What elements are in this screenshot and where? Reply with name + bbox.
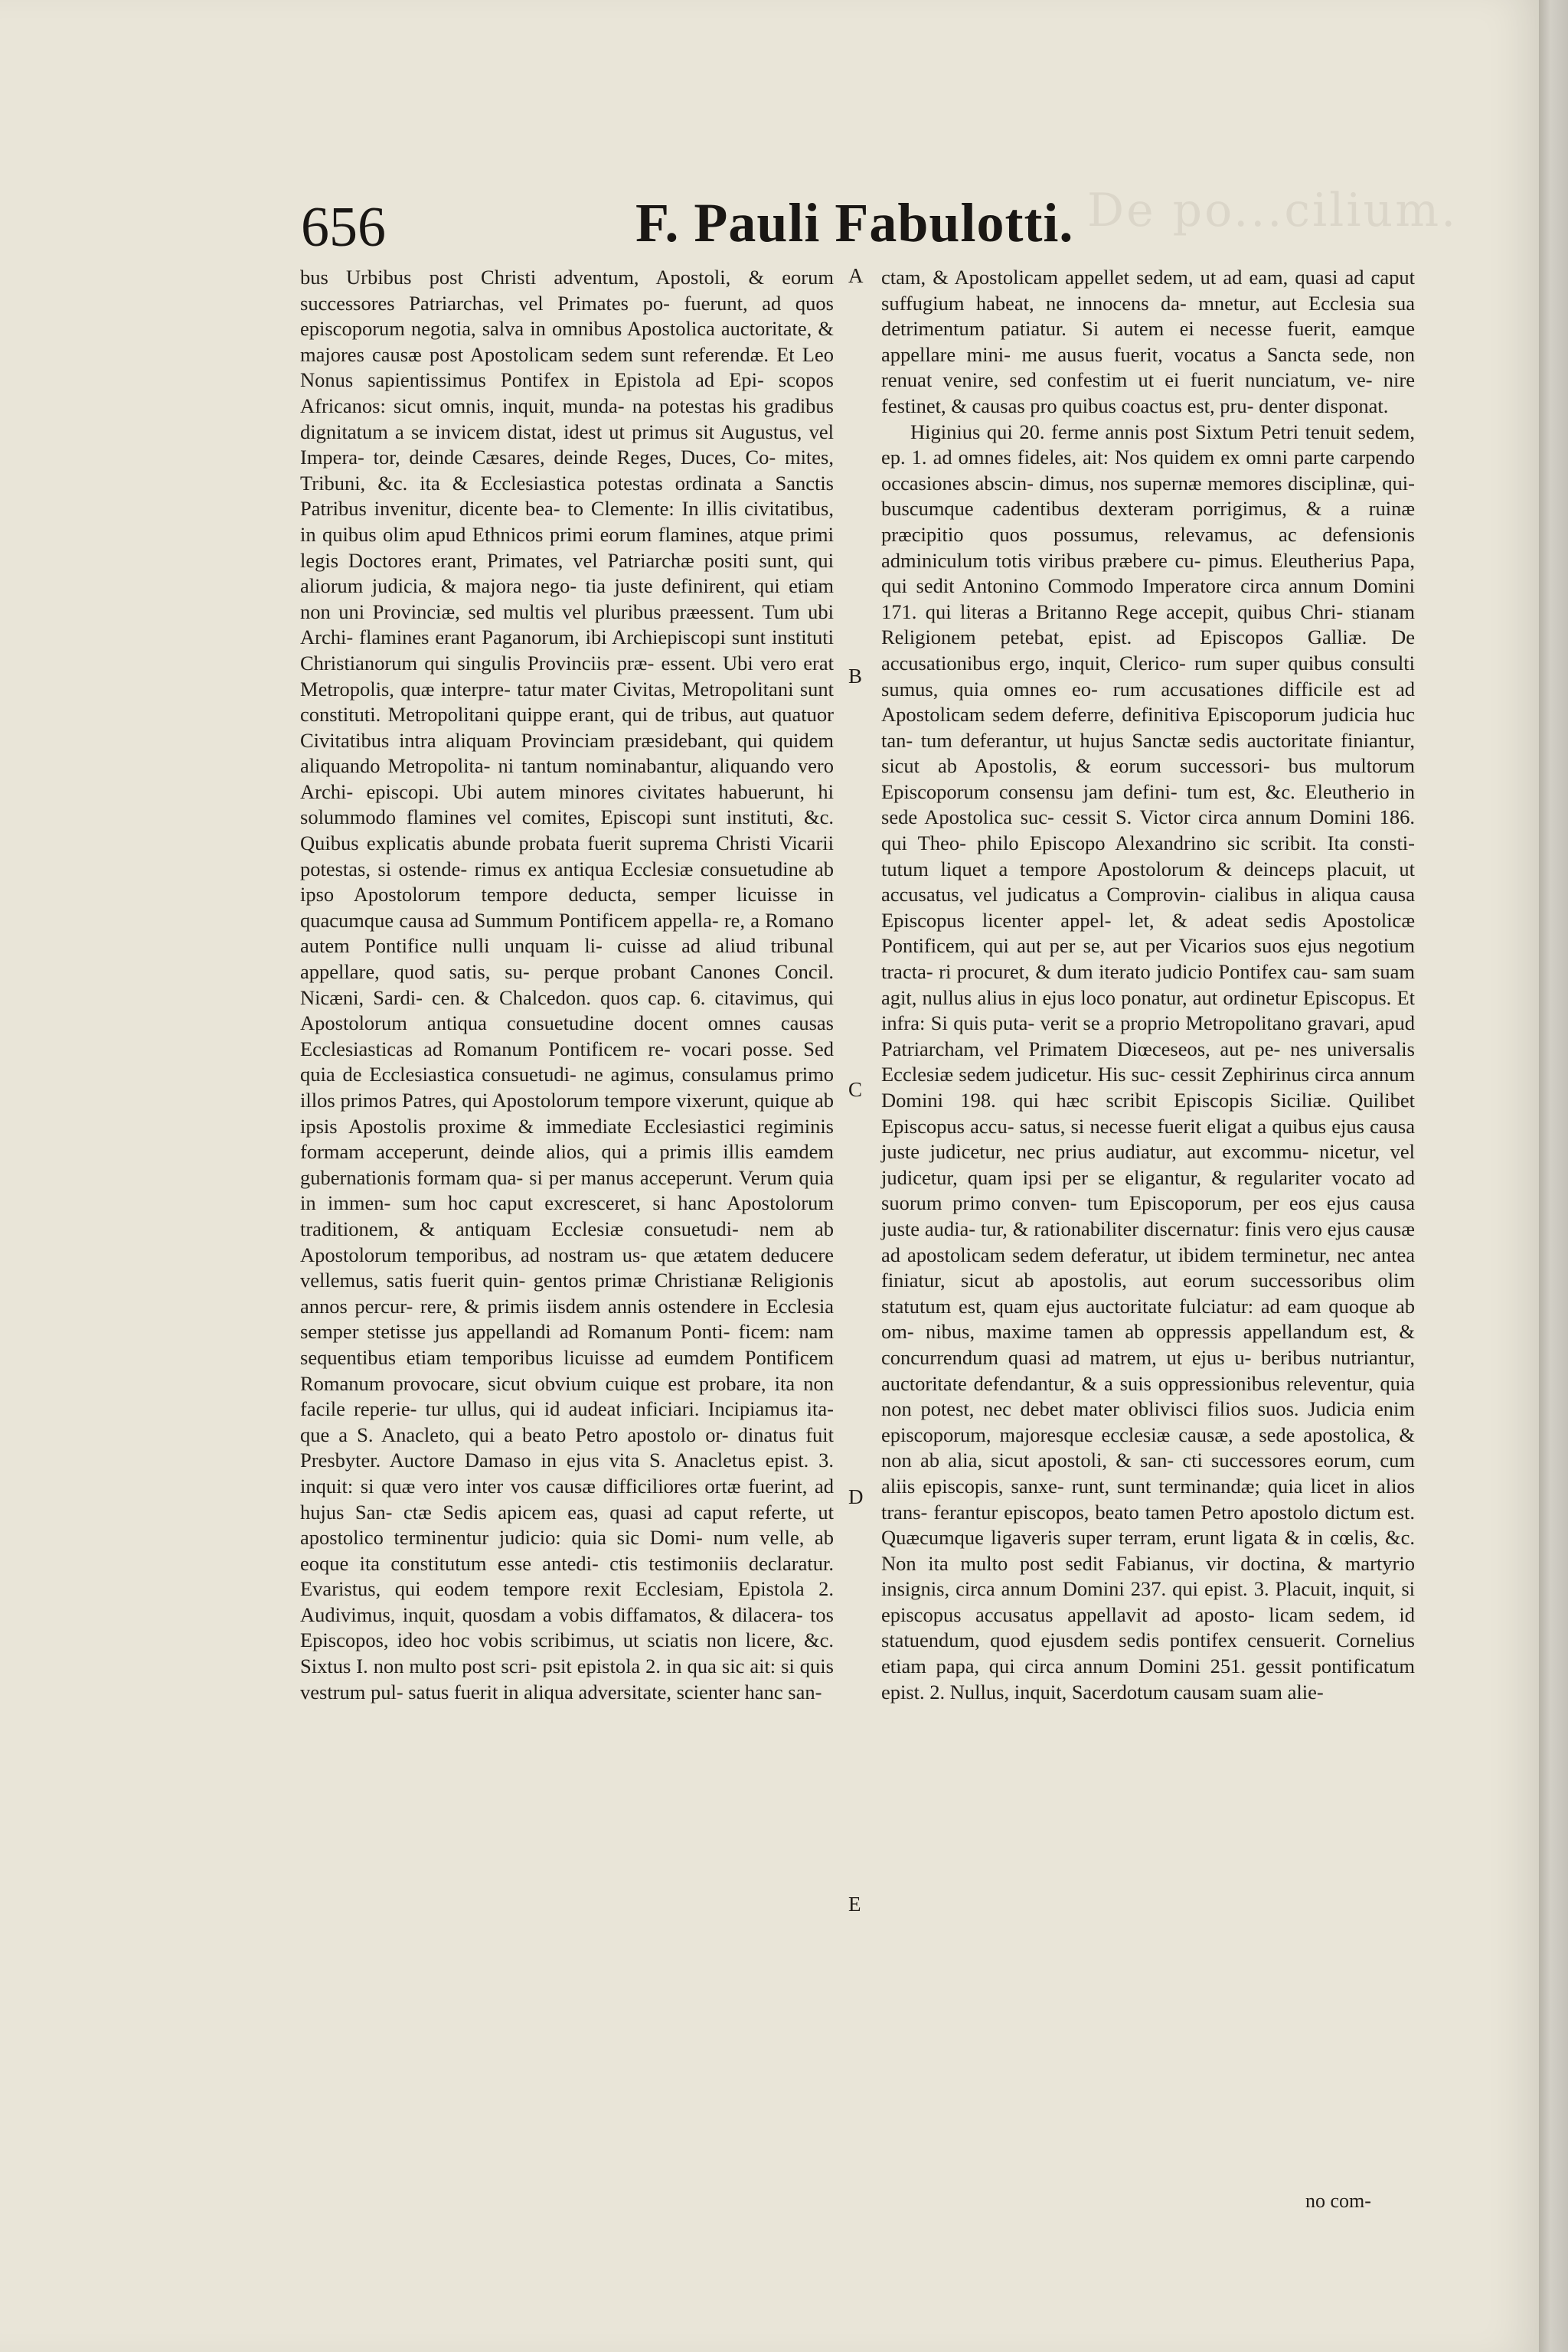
margin-letter-d: D — [848, 1485, 864, 1508]
margin-letter-a: A — [848, 264, 864, 287]
bleed-through-text: De po...cilium. — [1087, 184, 1459, 237]
left-column — [300, 265, 834, 1705]
running-title: F. Pauli Fabulotti. — [635, 192, 1074, 253]
catchword: no com- — [1305, 2190, 1371, 2212]
page-number: 656 — [301, 196, 386, 259]
left-column-text: bus Urbibus post Christi adventum, Apostoli, & eorum successores Patriarchas, vel Primates po- fuerunt, ad quos episcoporum negotia, salva in omnibus Apostolica auctoritate, & majores causæ post Apostolicam sedem sunt referendæ. Et Leo Nonus sapientissimus Pontifex in Epistola ad Epi- scopos Africanos: sicut omnis, inquit, munda- na potestas his gradibus dignitatum a se invicem distat, idest ut primus sit Augustus, vel Impera- tor, deinde Cæsares, deinde Reges, Duces, Co- mites, Tribuni, &c. ita & Ecclesiastica potestas ordinata a Sanctis Patribus invenitur, dicente bea- to Clemente: In illis civitatibus, in quibus olim apud Ethnicos primi eorum flamines, atque primi legis Doctores erant, Primates, vel Patriarchæ positi sunt, qui aliorum judicia, & majora nego- tia juste definirent, qui etiam non uni Provinciæ, sed multis vel pluribus præessent. Tum ubi Archi- flamines erant Paganorum, ibi Archiepiscopi sunt instituti Christianorum qui singulis Provinciis præ- essent. Ubi vero erat Metropolis, quæ interpre- tatur mater Civitas, Metropolitani sunt constituti. Metropolitani quippe erant, qui de tribus, aut quatuor Civitatibus intra aliquam Provinciam præsidebant, qui quidem aliquando Metropolita- ni tantum nominabantur, aliquando vero Archi- episcopi. Ubi autem minores civitates habuerunt, hi solummodo flamines vel comites, Episcopi sunt instituti, &c. Quibus explicatis abunde probata fuerit suprema Christi Vicarii potestas, si ostende- rimus ex antiqua Ecclesiæ consuetudine ab ipso Apostolorum tempore deducta, semper licuisse in quacumque causa ad Summum Pontificem appella- re, a Romano autem Pontifice nulli unquam li- cuisse ad aliud tribunal appellare, quod satis, su- perque probant Canones Concil. Nicæni, Sardi- cen. & Chalcedon. quos cap. 6. citavimus, qui Apostolorum antiqua consuetudine docent omnes causas Ecclesiasticas ad Romanum Pontificem re- vocari posse. Sed quia de Ecclesiastica consuetudi- ne agimus, consulamus primo illos primos Patres, qui Apostolorum tempore vixerunt, quique ab ipsis Apostolis proxime & immediate Ecclesiastici regiminis formam acceperunt, deinde alios, qui a primis illis eamdem gubernationis formam qua- si per manus acceperunt. Verum quia in immen- sum hoc caput excresceret, si hanc Apostolorum traditionem, & antiquam Ecclesiæ consuetudi- nem ab Apostolorum temporibus, ad nostram us- que ætatem deducere vellemus, satis fuerit quin- gentos primæ Christianæ Religionis annos percur- rere, & primis iisdem annis ostendere in Ecclesia semper stetisse jus appellandi ad Romanum Ponti- ficem: nam sequentibus etiam temporibus licuisse ad eumdem Pontificem Romanum provocare, sicut obvium cuique est probare, ita non facile reperie- tur ullus, qui id audeat inficiari. Incipiamus ita- que a S. Anacleto, qui a beato Petro apostolo or- dinatus fuit Presbyter. Auctore Damaso in ejus vita S. Anacletus epist. 3. inquit: si quæ vero inter vos causæ difficiliores ortæ fuerint, ad hujus San- ctæ Sedis apicem eas, quasi ad caput referte, ut apostolico terminentur judicio: quia sic Domi- num velle, ab eoque ita constitutum esse antedi- ctis testimoniis declaratur. Evaristus, qui eodem tempore rexit Ecclesiam, Epistola 2. Audivimus, inquit, quosdam a vobis diffamatos, & dilacera- tos Episcopos, ideo hoc vobis scribimus, ut sciatis non licere, &c. Sixtus I. non multo post scri- psit epistola 2. in qua sic ait: si quis vestrum pul- satus fuerit in aliqua adversitate, scienter hanc san- — [300, 266, 834, 1704]
page-edge — [1539, 0, 1568, 2352]
margin-letter-b: B — [848, 665, 863, 688]
right-column-text: Higinius qui 20. ferme annis post Sixtum Petri tenuit sedem, ep. 1. ad omnes fideles, ait: Nos quidem ex omni parte carpendo occasiones abscin- dimus, nos supernæ memores disciplinæ, qui- buscumque cadentibus dexteram porrigimus, & a ruinæ præcipitio quos possumus, relevamus, ac defensionis adminiculum totis viribus præbere cu- pimus. Eleutherius Papa, qui sedit Antonino Commodo Imperatore circa annum Domini 171. qui literas a Britanno Rege accepit, quibus Chri- stianam Religionem petebat, epist. ad Episcopos Galliæ. De accusationibus ergo, inquit, Clerico- rum super quibus consulti sumus, quia omnes eo- rum accusationes difficile est ad Apostolicam sedem deferre, definitiva Episcoporum judicia huc tan- tum deferantur, ut hujus Sanctæ sedis auctoritate finiantur, sicut ab Apostolis, & eorum successori- bus multorum Episcoporum consensu jam defini- tum est, &c. Eleutherio in sede Apostolica suc- cessit S. Victor circa annum Domini 186. qui Theo- philo Episcopo Alexandrino sic scribit. Ita consti- tutum liquet a tempore Apostolorum & deinceps placuit, ut accusatus, vel judicatus a Comprovin- cialibus in aliqua causa Episcopus licenter appel- let, & adeat sedis Apostolicæ Pontificem, qui aut per se, aut per Vicarios suos ejus negotium tracta- ri procuret, & dum iterato judicio Pontifex cau- sam suam agit, nullus alius in ejus loco ponatur, aut ordinetur Episcopus. Et infra: Si quis puta- verit se a proprio Metropolitano gravari, apud Patriarcham, vel Primatem Diœceseos, aut pe- nes universalis Ecclesiæ sedem judicetur. His suc- cessit Zephirinus circa annum Domini 198. qui hæc scribit Episcopis Siciliæ. Quilibet Episcopus accu- satus, si necesse fuerit eligat a quibus ejus causa juste judicetur, nec prius audiatur, aut excommu- nicetur, vel judicetur, quam ipsi per se eligantur, & regulariter vocato ad suorum primo conven- tum Episcoporum, per eos ejus causa juste audia- tur, & rationabiliter discernatur: finis vero ejus causæ ad apostolicam sedem deferatur, ut ibidem terminetur, nec antea finiatur, sicut ab apostolis, aut eorum successoribus olim statutum est, quam ejus auctoritate fulciatur: ad eam quoque ab om- nibus, maxime tamen ab oppressis appellandum est, & concurrendum quasi ad matrem, ut ejus u- beribus nutriantur, auctoritate defendantur, & a suis oppressionibus releventur, quia non potest, nec debet mater oblivisci filios suos. Judicia enim episcoporum, majoresque ecclesiæ causæ, a sede apostolica, & non ab alia, sicut apostoli, & san- cti successores eorum, cum aliis episcopis, sanxe- runt, sunt terminandæ; quia licet in alios trans- ferantur episcopos, beato tamen Petro apostolo dictum est. Quæcumque ligaveris super terram, erunt ligata & in cœlis, &c. Non ita multo post sedit Fabianus, vir doctina, & martyrio insignis, circa annum Domini 237. qui epist. 3. Placuit, inquit, si episcopus accusatus appellavit ad aposto- licam sedem, id statuendum, quod ejusdem sedis pontifex censuerit. Cornelius etiam papa, qui circa annum Domini 251. gessit pontificatum epist. 2. Nullus, inquit, Sacerdotum causam suam alie- — [881, 420, 1415, 1704]
right-column — [881, 265, 1415, 1705]
right-column-intro: ctam, & Apostolicam appellet sedem, ut ad eam, quasi ad caput suffugium habeat, ne innocens da- mnetur, aut Ecclesia sua detrimentum patiatur. Si autem ei necesse fuerit, eamque appellare mini- me ausus fuerit, vocatus a Sancta sede, non renuat venire, sed confestim ut ei fuerit nunciatum, ve- nire festinet, & causas pro quibus coactus est, pru- denter disponat. — [881, 266, 1415, 417]
margin-letter-e: E — [848, 1893, 861, 1916]
margin-letter-c: C — [848, 1078, 863, 1101]
